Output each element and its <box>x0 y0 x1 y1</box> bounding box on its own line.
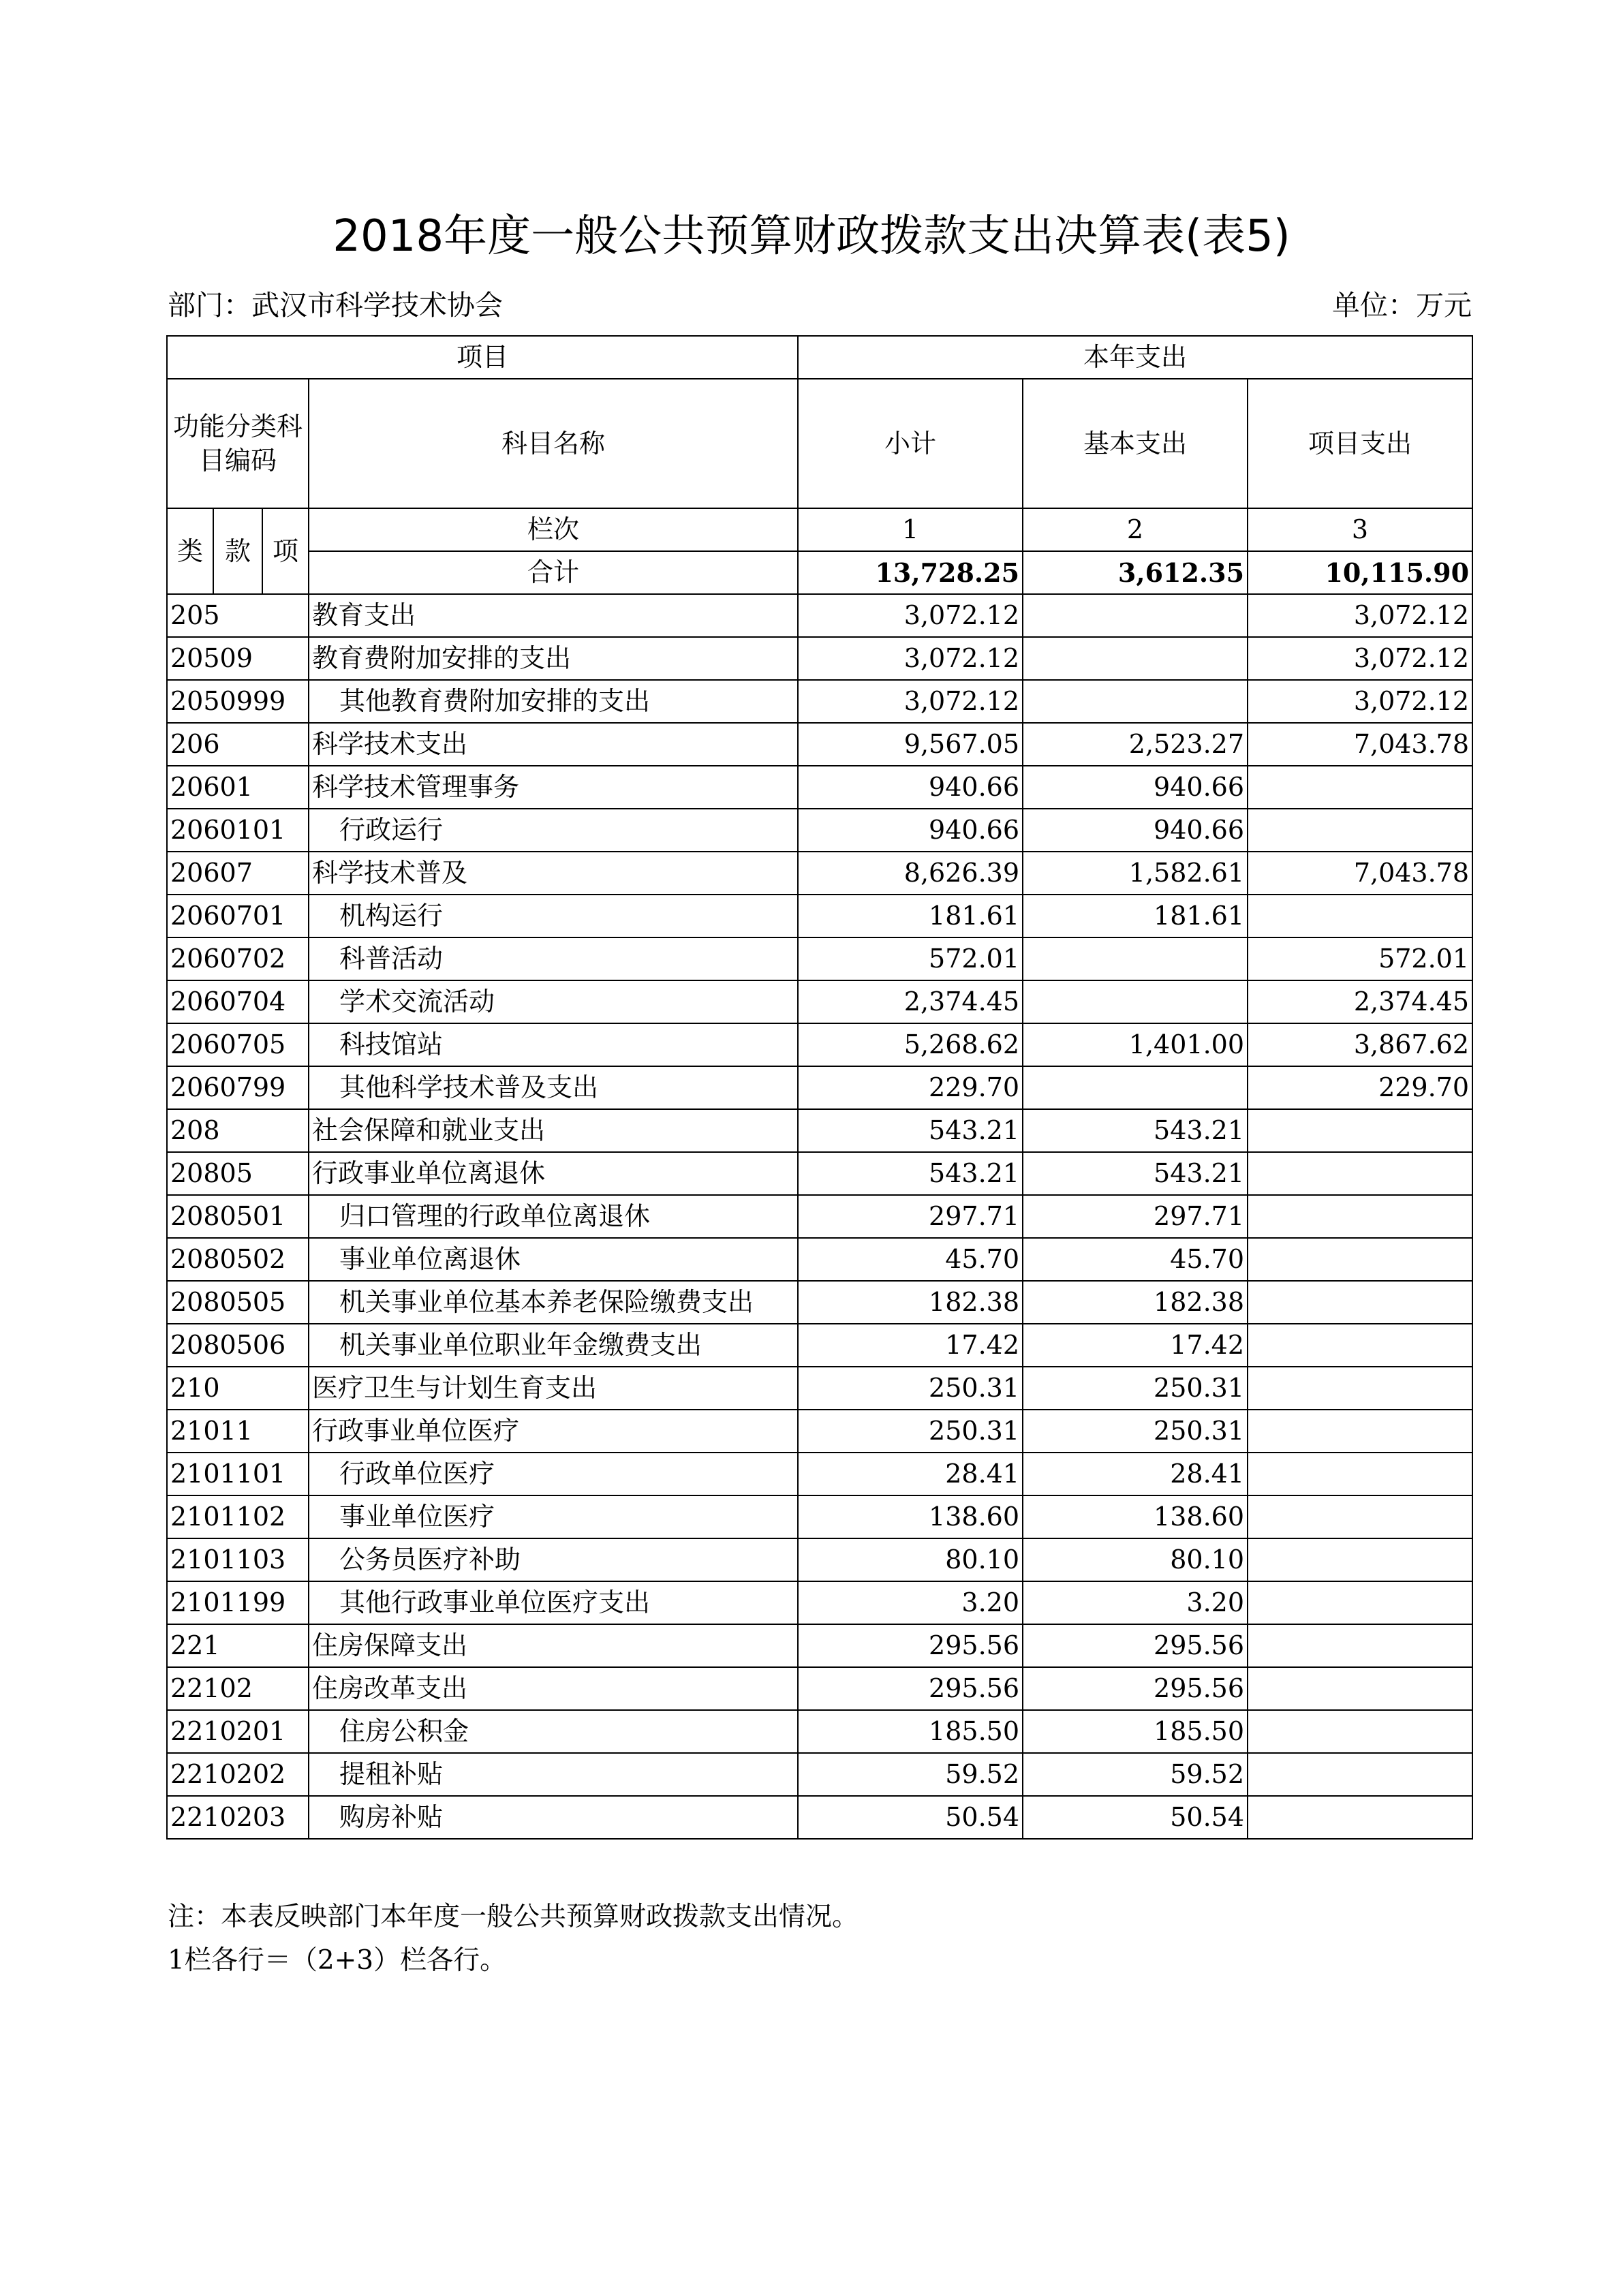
row-code: 2060704 <box>167 980 309 1023</box>
row-project <box>1248 1410 1472 1453</box>
row-subject-name: 行政事业单位医疗 <box>309 1410 798 1453</box>
row-basic: 543.21 <box>1023 1109 1248 1152</box>
row-basic <box>1023 980 1248 1023</box>
row-project <box>1248 1238 1472 1281</box>
row-subtotal: 28.41 <box>798 1453 1023 1495</box>
header-row-2 <box>167 379 1472 508</box>
row-project <box>1248 1581 1472 1624</box>
row-code: 2101103 <box>167 1538 309 1581</box>
row-subtotal: 17.42 <box>798 1324 1023 1367</box>
row-code: 20607 <box>167 852 309 895</box>
header-current-year: 本年支出 <box>798 336 1472 379</box>
row-subtotal: 543.21 <box>798 1109 1023 1152</box>
row-basic: 3.20 <box>1023 1581 1248 1624</box>
row-subtotal: 229.70 <box>798 1066 1023 1109</box>
row-code: 2101102 <box>167 1495 309 1538</box>
row-subtotal: 940.66 <box>798 809 1023 852</box>
row-project <box>1248 1538 1472 1581</box>
header-col2: 2 <box>1023 508 1248 551</box>
row-subtotal: 5,268.62 <box>798 1023 1023 1066</box>
table-row <box>167 1238 1472 1281</box>
table-row <box>167 1495 1472 1538</box>
row-code: 205 <box>167 594 309 637</box>
row-code: 20805 <box>167 1152 309 1195</box>
row-subject-name: 住房公积金 <box>309 1710 798 1753</box>
table-row <box>167 766 1472 809</box>
header-column-no: 栏次 <box>309 508 798 551</box>
header-col1: 1 <box>798 508 1023 551</box>
row-basic: 50.54 <box>1023 1796 1248 1839</box>
table-row <box>167 895 1472 937</box>
row-subtotal: 250.31 <box>798 1410 1023 1453</box>
table-row <box>167 1796 1472 1839</box>
table-row <box>167 1281 1472 1324</box>
row-project <box>1248 1624 1472 1667</box>
row-subject-name: 科学技术支出 <box>309 723 798 766</box>
row-code: 20509 <box>167 637 309 680</box>
row-subtotal: 182.38 <box>798 1281 1023 1324</box>
table-row <box>167 1710 1472 1753</box>
row-code: 2210203 <box>167 1796 309 1839</box>
row-project: 3,072.12 <box>1248 680 1472 723</box>
row-subtotal: 250.31 <box>798 1367 1023 1410</box>
row-basic: 295.56 <box>1023 1624 1248 1667</box>
table-row <box>167 937 1472 980</box>
row-code: 21011 <box>167 1410 309 1453</box>
row-basic: 45.70 <box>1023 1238 1248 1281</box>
unit-label: 单位：万元 <box>1332 289 1472 322</box>
header-row-3 <box>167 508 1472 551</box>
row-code: 206 <box>167 723 309 766</box>
row-subject-name: 行政运行 <box>309 809 798 852</box>
row-subject-name: 事业单位离退休 <box>309 1238 798 1281</box>
table-row <box>167 809 1472 852</box>
header-subtotal: 小计 <box>798 379 1023 508</box>
table-row <box>167 1023 1472 1066</box>
row-subject-name: 行政单位医疗 <box>309 1453 798 1495</box>
row-subject-name: 其他行政事业单位医疗支出 <box>309 1581 798 1624</box>
row-code: 208 <box>167 1109 309 1152</box>
row-code: 2210201 <box>167 1710 309 1753</box>
row-subject-name: 其他科学技术普及支出 <box>309 1066 798 1109</box>
row-project <box>1248 1195 1472 1238</box>
total-row <box>167 551 1472 594</box>
row-code: 2060702 <box>167 937 309 980</box>
row-code: 22102 <box>167 1667 309 1710</box>
row-basic <box>1023 637 1248 680</box>
table-row <box>167 594 1472 637</box>
row-code: 2060701 <box>167 895 309 937</box>
row-project <box>1248 1453 1472 1495</box>
row-subject-name: 住房保障支出 <box>309 1624 798 1667</box>
row-project <box>1248 1710 1472 1753</box>
row-subtotal: 3.20 <box>798 1581 1023 1624</box>
row-code: 2210202 <box>167 1753 309 1796</box>
row-project: 3,072.12 <box>1248 637 1472 680</box>
table-row <box>167 1109 1472 1152</box>
row-code: 221 <box>167 1624 309 1667</box>
header-basic: 基本支出 <box>1023 379 1248 508</box>
row-subtotal: 297.71 <box>798 1195 1023 1238</box>
row-subject-name: 学术交流活动 <box>309 980 798 1023</box>
row-subject-name: 提租补贴 <box>309 1753 798 1796</box>
row-basic <box>1023 937 1248 980</box>
row-subtotal: 8,626.39 <box>798 852 1023 895</box>
row-project <box>1248 1281 1472 1324</box>
row-basic: 2,523.27 <box>1023 723 1248 766</box>
row-basic: 1,582.61 <box>1023 852 1248 895</box>
row-basic: 1,401.00 <box>1023 1023 1248 1066</box>
row-subtotal: 2,374.45 <box>798 980 1023 1023</box>
row-project: 229.70 <box>1248 1066 1472 1109</box>
row-basic: 250.31 <box>1023 1410 1248 1453</box>
row-project <box>1248 766 1472 809</box>
notes <box>168 1895 1472 1983</box>
total-label: 合计 <box>309 551 798 594</box>
row-subject-name: 购房补贴 <box>309 1796 798 1839</box>
note-line-1: 注：本表反映部门本年度一般公共预算财政拨款支出情况。 <box>168 1902 859 1932</box>
table-row <box>167 1453 1472 1495</box>
row-subtotal: 3,072.12 <box>798 594 1023 637</box>
row-basic: 297.71 <box>1023 1195 1248 1238</box>
row-project: 2,374.45 <box>1248 980 1472 1023</box>
row-basic <box>1023 594 1248 637</box>
row-subject-name: 住房改革支出 <box>309 1667 798 1710</box>
row-project <box>1248 1324 1472 1367</box>
row-project <box>1248 1367 1472 1410</box>
row-project: 3,072.12 <box>1248 594 1472 637</box>
header-item: 项目 <box>167 336 798 379</box>
row-subtotal: 80.10 <box>798 1538 1023 1581</box>
row-basic: 185.50 <box>1023 1710 1248 1753</box>
row-subtotal: 3,072.12 <box>798 680 1023 723</box>
header-col3: 3 <box>1248 508 1472 551</box>
row-subject-name: 教育费附加安排的支出 <box>309 637 798 680</box>
table-row <box>167 680 1472 723</box>
row-subject-name: 其他教育费附加安排的支出 <box>309 680 798 723</box>
row-basic: 28.41 <box>1023 1453 1248 1495</box>
row-basic: 138.60 <box>1023 1495 1248 1538</box>
row-subtotal: 295.56 <box>798 1667 1023 1710</box>
table-row <box>167 980 1472 1023</box>
row-basic: 940.66 <box>1023 766 1248 809</box>
row-subject-name: 科学技术管理事务 <box>309 766 798 809</box>
row-basic: 543.21 <box>1023 1152 1248 1195</box>
department-label: 部门：武汉市科学技术协会 <box>168 289 503 322</box>
table-row <box>167 1066 1472 1109</box>
header-function-code: 功能分类科目编码 <box>167 379 309 508</box>
row-code: 2060705 <box>167 1023 309 1066</box>
row-project: 7,043.78 <box>1248 723 1472 766</box>
row-basic: 250.31 <box>1023 1367 1248 1410</box>
table-row <box>167 1410 1472 1453</box>
header-row-1 <box>167 336 1472 379</box>
table-row <box>167 1538 1472 1581</box>
row-basic: 80.10 <box>1023 1538 1248 1581</box>
total-basic: 3,612.35 <box>1023 551 1248 594</box>
row-code: 2080501 <box>167 1195 309 1238</box>
row-basic: 940.66 <box>1023 809 1248 852</box>
header-entry: 项 <box>262 508 309 594</box>
budget-table-body <box>167 336 1472 1839</box>
row-code: 2060799 <box>167 1066 309 1109</box>
row-subtotal: 185.50 <box>798 1710 1023 1753</box>
row-project <box>1248 1152 1472 1195</box>
row-subject-name: 机构运行 <box>309 895 798 937</box>
row-subtotal: 572.01 <box>798 937 1023 980</box>
row-basic <box>1023 680 1248 723</box>
note-line-2: 1栏各行＝（2+3）栏各行。 <box>168 1945 507 1976</box>
report-meta <box>168 285 1472 326</box>
row-subject-name: 公务员医疗补助 <box>309 1538 798 1581</box>
row-subtotal: 940.66 <box>798 766 1023 809</box>
header-subject-name: 科目名称 <box>309 379 798 508</box>
row-subtotal: 45.70 <box>798 1238 1023 1281</box>
row-subject-name: 科学技术普及 <box>309 852 798 895</box>
row-project <box>1248 809 1472 852</box>
row-basic: 17.42 <box>1023 1324 1248 1367</box>
header-section: 款 <box>213 508 262 594</box>
table-row <box>167 1195 1472 1238</box>
row-code: 210 <box>167 1367 309 1410</box>
row-basic <box>1023 1066 1248 1109</box>
row-subtotal: 543.21 <box>798 1152 1023 1195</box>
row-project <box>1248 1667 1472 1710</box>
table-row <box>167 852 1472 895</box>
row-code: 20601 <box>167 766 309 809</box>
row-subject-name: 行政事业单位离退休 <box>309 1152 798 1195</box>
row-project: 7,043.78 <box>1248 852 1472 895</box>
table-row <box>167 1667 1472 1710</box>
row-project <box>1248 1495 1472 1538</box>
header-project: 项目支出 <box>1248 379 1472 508</box>
row-subtotal: 3,072.12 <box>798 637 1023 680</box>
row-basic: 295.56 <box>1023 1667 1248 1710</box>
table-row <box>167 1324 1472 1367</box>
row-subject-name: 医疗卫生与计划生育支出 <box>309 1367 798 1410</box>
total-project: 10,115.90 <box>1248 551 1472 594</box>
row-project: 3,867.62 <box>1248 1023 1472 1066</box>
row-subject-name: 社会保障和就业支出 <box>309 1109 798 1152</box>
table-row <box>167 723 1472 766</box>
row-subject-name: 科技馆站 <box>309 1023 798 1066</box>
row-subtotal: 138.60 <box>798 1495 1023 1538</box>
row-project: 572.01 <box>1248 937 1472 980</box>
row-code: 2050999 <box>167 680 309 723</box>
row-subtotal: 50.54 <box>798 1796 1023 1839</box>
row-code: 2101199 <box>167 1581 309 1624</box>
row-subtotal: 59.52 <box>798 1753 1023 1796</box>
row-basic: 182.38 <box>1023 1281 1248 1324</box>
row-code: 2080506 <box>167 1324 309 1367</box>
row-project <box>1248 895 1472 937</box>
row-subject-name: 机关事业单位基本养老保险缴费支出 <box>309 1281 798 1324</box>
table-row <box>167 1367 1472 1410</box>
budget-table <box>166 335 1473 1840</box>
row-project <box>1248 1109 1472 1152</box>
table-row <box>167 1624 1472 1667</box>
row-subject-name: 归口管理的行政单位离退休 <box>309 1195 798 1238</box>
row-subject-name: 机关事业单位职业年金缴费支出 <box>309 1324 798 1367</box>
page-title: 2018年度一般公共预算财政拨款支出决算表(表5) <box>333 211 1290 262</box>
header-class: 类 <box>167 508 213 594</box>
row-subject-name: 事业单位医疗 <box>309 1495 798 1538</box>
row-project <box>1248 1753 1472 1796</box>
row-subject-name: 教育支出 <box>309 594 798 637</box>
row-basic: 59.52 <box>1023 1753 1248 1796</box>
table-row <box>167 1753 1472 1796</box>
row-code: 2060101 <box>167 809 309 852</box>
table-row <box>167 1152 1472 1195</box>
row-project <box>1248 1796 1472 1839</box>
row-subject-name: 科普活动 <box>309 937 798 980</box>
row-subtotal: 9,567.05 <box>798 723 1023 766</box>
row-code: 2080505 <box>167 1281 309 1324</box>
row-subtotal: 295.56 <box>798 1624 1023 1667</box>
row-basic: 181.61 <box>1023 895 1248 937</box>
table-row <box>167 637 1472 680</box>
row-code: 2080502 <box>167 1238 309 1281</box>
total-subtotal: 13,728.25 <box>798 551 1023 594</box>
row-subtotal: 181.61 <box>798 895 1023 937</box>
table-row <box>167 1581 1472 1624</box>
row-code: 2101101 <box>167 1453 309 1495</box>
